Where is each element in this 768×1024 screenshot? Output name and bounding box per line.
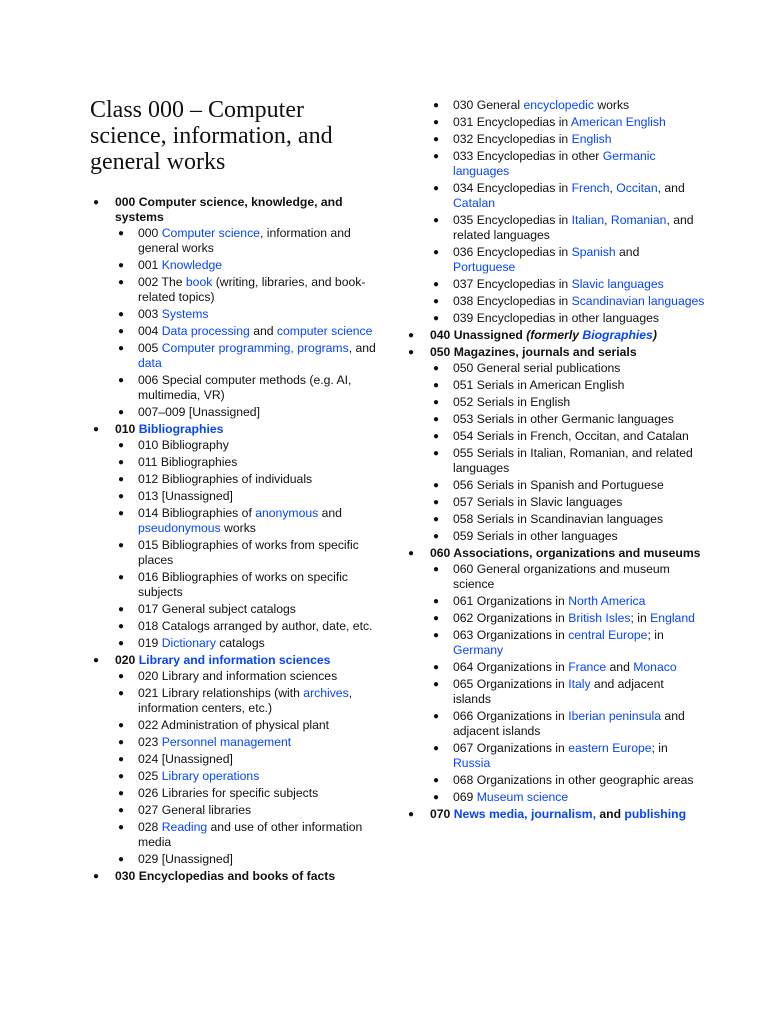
bullet-icon: ●: [432, 313, 440, 324]
text-run: catalogs: [215, 636, 265, 650]
link-occitan[interactable]: Occitan: [616, 181, 658, 195]
section-list: [405, 98, 705, 822]
bullet-icon: ●: [117, 407, 125, 418]
text-run: 052 Serials in English: [453, 395, 571, 409]
text-run: 001: [138, 258, 162, 272]
link-romanian[interactable]: Romanian: [610, 213, 667, 227]
text-run: 002 The: [138, 275, 186, 289]
list-item: [115, 803, 380, 818]
text-run: , information centers, etc.): [138, 686, 353, 715]
bullet-icon: ●: [117, 754, 125, 765]
subsection-list: [115, 669, 380, 867]
text-run: 020: [115, 653, 139, 667]
list-item: [430, 446, 705, 476]
text-run: and: [615, 245, 640, 259]
link-pseudonymous[interactable]: pseudonymous: [138, 521, 221, 535]
link-computer-programming-programs[interactable]: Computer programming, programs: [161, 341, 349, 355]
bullet-icon: ●: [407, 548, 415, 559]
text-run: 022 Administration of physical plant: [138, 718, 330, 732]
section-060: [405, 546, 705, 805]
text-run: 060 General organizations and museum science: [453, 562, 670, 591]
list-item: [430, 429, 705, 444]
bullet-icon: ●: [432, 215, 440, 226]
text-run: 065 Organizations in: [453, 677, 569, 691]
bullet-icon: ●: [92, 197, 100, 208]
link-central-europe[interactable]: central Europe: [568, 628, 648, 642]
list-item: [115, 341, 380, 371]
link-library-operations[interactable]: Library operations: [161, 769, 260, 783]
text-run: , and: [657, 181, 685, 195]
list-item: [430, 115, 705, 130]
link-germanic-languages[interactable]: Germanic languages: [453, 149, 656, 178]
link-italian[interactable]: Italian: [571, 213, 605, 227]
list-item: [115, 636, 380, 651]
list-item: [115, 506, 380, 536]
list-item: [430, 660, 705, 675]
list-item: [115, 718, 380, 733]
link-monaco[interactable]: Monaco: [633, 660, 677, 674]
bullet-icon: ●: [432, 414, 440, 425]
text-run: 014 Bibliographies of: [138, 506, 256, 520]
link-germany[interactable]: Germany: [453, 643, 504, 657]
list-item: [115, 307, 380, 322]
section-020: [90, 653, 380, 867]
text-run: (writing, libraries, and book-related topics): [138, 275, 366, 304]
list-item: [115, 324, 380, 339]
list-item: [430, 132, 705, 147]
list-item: [115, 438, 380, 453]
text-run: ,: [609, 181, 617, 195]
text-run: 040 Unassigned: [430, 328, 527, 342]
list-item: [430, 529, 705, 544]
text-run: 011 Bibliographies: [138, 455, 238, 469]
text-run: ,: [604, 213, 611, 227]
section-heading: [115, 869, 380, 884]
section-heading: [115, 422, 380, 437]
list-item: [430, 562, 705, 592]
link-computer-science[interactable]: computer science: [276, 324, 373, 338]
link-personnel-management[interactable]: Personnel management: [161, 735, 292, 749]
list-item: [430, 361, 705, 376]
bullet-icon: ●: [117, 508, 125, 519]
bullet-icon: ●: [117, 621, 125, 632]
text-run: works: [593, 98, 630, 112]
section-010: [90, 422, 380, 651]
list-item: [115, 373, 380, 403]
text-run: and: [606, 660, 634, 674]
text-run: works: [220, 521, 256, 535]
bullet-icon: ●: [432, 431, 440, 442]
link-data[interactable]: data: [138, 356, 162, 370]
list-item: [115, 275, 380, 305]
text-run: , and: [348, 341, 376, 355]
text-run: 059 Serials in other languages: [453, 529, 618, 543]
list-item: [115, 226, 380, 256]
text-run: 016 Bibliographies of works on specific subjects: [138, 570, 349, 599]
bullet-icon: ●: [432, 514, 440, 525]
subsection-list: [115, 438, 380, 651]
link-france[interactable]: France: [568, 660, 607, 674]
bullet-icon: ●: [432, 380, 440, 391]
text-run: 004: [138, 324, 162, 338]
text-run: 070: [430, 807, 454, 821]
text-run: 018 Catalogs arranged by author, date, etc.: [138, 619, 373, 633]
link-english[interactable]: English: [571, 132, 612, 146]
bullet-icon: ●: [432, 497, 440, 508]
bullet-icon: ●: [432, 743, 440, 754]
list-item: [115, 735, 380, 750]
text-run: 030 General: [453, 98, 524, 112]
bullet-icon: ●: [117, 638, 125, 649]
link-american-english[interactable]: American English: [570, 115, 666, 129]
text-run: 054 Serials in French, Occitan, and Catalan: [453, 429, 689, 443]
list-item: [430, 611, 705, 626]
section-heading: [115, 653, 380, 668]
text-run: and adjacent islands: [453, 709, 685, 738]
list-item: [430, 98, 705, 113]
bullet-icon: ●: [117, 771, 125, 782]
section-070: [405, 807, 705, 822]
text-run: 064 Organizations in: [453, 660, 569, 674]
text-run: 010: [115, 422, 139, 436]
page-title: Class 000 – Computer science, information, and general works: [90, 97, 333, 175]
link-data-processing[interactable]: Data processing: [161, 324, 250, 338]
link-bibliographies[interactable]: Bibliographies: [138, 422, 224, 436]
section-heading: [115, 195, 380, 225]
bullet-icon: ●: [117, 277, 125, 288]
subsection-list: [430, 562, 705, 805]
link-eastern-europe[interactable]: eastern Europe: [568, 741, 652, 755]
bullet-icon: ●: [432, 296, 440, 307]
link-knowledge[interactable]: Knowledge: [161, 258, 223, 272]
text-run: 050 General serial publications: [453, 361, 621, 375]
link-anonymous[interactable]: anonymous: [255, 506, 319, 520]
bullet-icon: ●: [432, 775, 440, 786]
link-england[interactable]: England: [650, 611, 695, 625]
bullet-icon: ●: [432, 247, 440, 258]
bullet-icon: ●: [432, 792, 440, 803]
list-item: [115, 769, 380, 784]
list-item: [430, 478, 705, 493]
list-item: [430, 495, 705, 510]
bullet-icon: ●: [117, 671, 125, 682]
link-biographies[interactable]: Biographies: [582, 328, 653, 342]
text-run: 030 Encyclopedias and books of facts: [115, 869, 336, 883]
list-item: [115, 455, 380, 470]
bullet-icon: ●: [117, 604, 125, 615]
text-run: ; in: [630, 611, 651, 625]
bullet-icon: ●: [92, 871, 100, 882]
link-book[interactable]: book: [185, 275, 213, 289]
bullet-icon: ●: [92, 424, 100, 435]
section-heading: [430, 345, 705, 360]
section-heading: [430, 328, 705, 343]
subsection-list: [115, 226, 380, 420]
bullet-icon: ●: [117, 737, 125, 748]
subsection-list: [430, 361, 705, 544]
bullet-icon: ●: [117, 491, 125, 502]
bullet-icon: ●: [117, 854, 125, 865]
text-run: 039 Encyclopedias in other languages: [453, 311, 659, 325]
text-run: 007–009 [Unassigned]: [138, 405, 260, 419]
text-run: 005: [138, 341, 162, 355]
text-run: and: [318, 506, 342, 520]
bullet-icon: ●: [117, 805, 125, 816]
bullet-icon: ●: [117, 572, 125, 583]
link-encyclopedic[interactable]: encyclopedic: [523, 98, 594, 112]
list-item: [430, 741, 705, 771]
bullet-icon: ●: [432, 480, 440, 491]
link-library-and-information-sciences[interactable]: Library and information sciences: [138, 653, 331, 667]
text-run: 006 Special computer methods (e.g. AI, multimedia, VR): [138, 373, 352, 402]
link-iberian-peninsula[interactable]: Iberian peninsula: [568, 709, 662, 723]
text-run: 051 Serials in American English: [453, 378, 625, 392]
list-item: [430, 378, 705, 393]
text-run: 060 Associations, organizations and museums: [430, 546, 701, 560]
list-item: [430, 395, 705, 410]
text-run: 058 Serials in Scandinavian languages: [453, 512, 664, 526]
text-run: ; in: [651, 741, 668, 755]
bullet-icon: ●: [432, 679, 440, 690]
text-run: 026 Libraries for specific subjects: [138, 786, 319, 800]
text-run: 038 Encyclopedias in: [453, 294, 572, 308]
section-continuation: [405, 98, 705, 326]
bullet-icon: ●: [117, 228, 125, 239]
text-run: , information and general works: [138, 226, 351, 255]
text-run: ; in: [647, 628, 664, 642]
text-run: 000: [138, 226, 162, 240]
bullet-icon: ●: [117, 440, 125, 451]
text-run: 066 Organizations in: [453, 709, 569, 723]
section-000: [90, 195, 380, 420]
list-item: [115, 570, 380, 600]
text-run: 012 Bibliographies of individuals: [138, 472, 313, 486]
text-run: 000 Computer science, knowledge, and systems: [115, 195, 343, 224]
list-item: [430, 773, 705, 788]
link-reading[interactable]: Reading: [161, 820, 208, 834]
text-run: and use of other information media: [138, 820, 363, 849]
list-item: [115, 538, 380, 568]
list-item: [115, 852, 380, 867]
text-run: 037 Encyclopedias in: [453, 277, 572, 291]
bullet-icon: ●: [432, 279, 440, 290]
list-item: [115, 669, 380, 684]
bullet-icon: ●: [432, 564, 440, 575]
list-item: [430, 677, 705, 707]
link-british-isles[interactable]: British Isles: [568, 611, 631, 625]
list-item: [115, 405, 380, 420]
bullet-icon: ●: [432, 630, 440, 641]
text-run: 050 Magazines, journals and serials: [430, 345, 637, 359]
text-run: , and related languages: [453, 213, 694, 242]
list-item: [430, 512, 705, 527]
text-run: and: [249, 324, 277, 338]
list-item: [430, 245, 705, 275]
text-run: and: [595, 807, 625, 821]
link-scandinavian-languages[interactable]: Scandinavian languages: [571, 294, 705, 308]
list-item: [115, 258, 380, 273]
list-item: [430, 213, 705, 243]
bullet-icon: ●: [432, 183, 440, 194]
bullet-icon: ●: [117, 788, 125, 799]
link-computer-science[interactable]: Computer science: [161, 226, 260, 240]
text-run: 024 [Unassigned]: [138, 752, 233, 766]
list-item: [430, 149, 705, 179]
text-run: 023: [138, 735, 162, 749]
list-item: [430, 412, 705, 427]
link-slavic-languages[interactable]: Slavic languages: [571, 277, 664, 291]
section-030: [90, 869, 380, 884]
left-column: [90, 195, 380, 886]
list-item: [430, 709, 705, 739]
bullet-icon: ●: [432, 711, 440, 722]
link-archives[interactable]: archives: [303, 686, 349, 700]
bullet-icon: ●: [407, 347, 415, 358]
list-item: [115, 619, 380, 634]
bullet-icon: ●: [432, 596, 440, 607]
bullet-icon: ●: [117, 309, 125, 320]
text-run: 017 General subject catalogs: [138, 602, 296, 616]
text-run: 069: [453, 790, 477, 804]
link-news-media-journalism[interactable]: News media, journalism,: [453, 807, 596, 821]
bullet-icon: ●: [117, 688, 125, 699]
text-run: 010 Bibliography: [138, 438, 229, 452]
text-run: 055 Serials in Italian, Romanian, and related languages: [453, 446, 693, 475]
link-north-america[interactable]: North America: [568, 594, 646, 608]
text-run: 029 [Unassigned]: [138, 852, 233, 866]
bullet-icon: ●: [432, 448, 440, 459]
link-russia[interactable]: Russia: [453, 756, 491, 770]
list-item: [430, 277, 705, 292]
text-run: 034 Encyclopedias in: [453, 181, 572, 195]
bullet-icon: ●: [117, 474, 125, 485]
bullet-icon: ●: [117, 326, 125, 337]
bullet-icon: ●: [407, 330, 415, 341]
list-item: [430, 628, 705, 658]
link-portuguese[interactable]: Portuguese: [453, 260, 516, 274]
text-run: 019: [138, 636, 162, 650]
section-040: [405, 328, 705, 343]
text-run: 028: [138, 820, 162, 834]
link-spanish[interactable]: Spanish: [571, 245, 616, 259]
text-run: 056 Serials in Spanish and Portuguese: [453, 478, 664, 492]
section-list: [90, 195, 380, 884]
bullet-icon: ●: [432, 117, 440, 128]
link-italy[interactable]: Italy: [568, 677, 591, 691]
text-run: 021 Library relationships (with: [138, 686, 304, 700]
text-run: 068 Organizations in other geographic areas: [453, 773, 694, 787]
text-run: 057 Serials in Slavic languages: [453, 495, 623, 509]
bullet-icon: ●: [117, 540, 125, 551]
text-run: 036 Encyclopedias in: [453, 245, 572, 259]
bullet-icon: ●: [432, 134, 440, 145]
bullet-icon: ●: [432, 363, 440, 374]
bullet-icon: ●: [117, 375, 125, 386]
text-run: 063 Organizations in: [453, 628, 569, 642]
list-item: [430, 311, 705, 326]
link-dictionary[interactable]: Dictionary: [161, 636, 216, 650]
bullet-icon: ●: [117, 260, 125, 271]
text-run: 020 Library and information sciences: [138, 669, 338, 683]
bullet-icon: ●: [432, 151, 440, 162]
text-run: 003: [138, 307, 162, 321]
list-item: [430, 294, 705, 309]
list-item: [115, 602, 380, 617]
text-run: and adjacent islands: [453, 677, 664, 706]
bullet-icon: ●: [117, 457, 125, 468]
text-run: 032 Encyclopedias in: [453, 132, 572, 146]
text-run: 053 Serials in other Germanic languages: [453, 412, 674, 426]
list-item: [430, 594, 705, 609]
link-french[interactable]: French: [571, 181, 610, 195]
text-run: 062 Organizations in: [453, 611, 569, 625]
text-run: 027 General libraries: [138, 803, 252, 817]
link-publishing[interactable]: publishing: [624, 807, 687, 821]
list-item: [430, 181, 705, 211]
text-run: 067 Organizations in: [453, 741, 569, 755]
text-run: (formerly: [526, 328, 583, 342]
text-run: 061 Organizations in: [453, 594, 569, 608]
text-run: 015 Bibliographies of works from specific places: [138, 538, 359, 567]
text-run: ): [652, 328, 657, 342]
text-run: 033 Encyclopedias in other: [453, 149, 603, 163]
text-run: 013 [Unassigned]: [138, 489, 233, 503]
list-item: [115, 489, 380, 504]
section-050: [405, 345, 705, 544]
right-column: [405, 97, 705, 824]
bullet-icon: ●: [432, 100, 440, 111]
text-run: 031 Encyclopedias in: [453, 115, 571, 129]
text-run: 035 Encyclopedias in: [453, 213, 572, 227]
list-item: [430, 790, 705, 805]
link-catalan[interactable]: Catalan: [453, 196, 496, 210]
link-systems[interactable]: Systems: [161, 307, 209, 321]
bullet-icon: ●: [432, 613, 440, 624]
section-heading: [430, 807, 705, 822]
link-museum-science[interactable]: Museum science: [476, 790, 569, 804]
list-item: [115, 686, 380, 716]
list-item: [115, 752, 380, 767]
list-item: [115, 472, 380, 487]
section-heading: [430, 546, 705, 561]
bullet-icon: ●: [117, 343, 125, 354]
bullet-icon: ●: [117, 822, 125, 833]
bullet-icon: ●: [432, 397, 440, 408]
list-item: [115, 786, 380, 801]
bullet-icon: ●: [407, 809, 415, 820]
bullet-icon: ●: [432, 531, 440, 542]
bullet-icon: ●: [117, 720, 125, 731]
subsection-list: [430, 98, 705, 326]
list-item: [115, 820, 380, 850]
bullet-icon: ●: [432, 662, 440, 673]
text-run: 025: [138, 769, 162, 783]
bullet-icon: ●: [92, 655, 100, 666]
